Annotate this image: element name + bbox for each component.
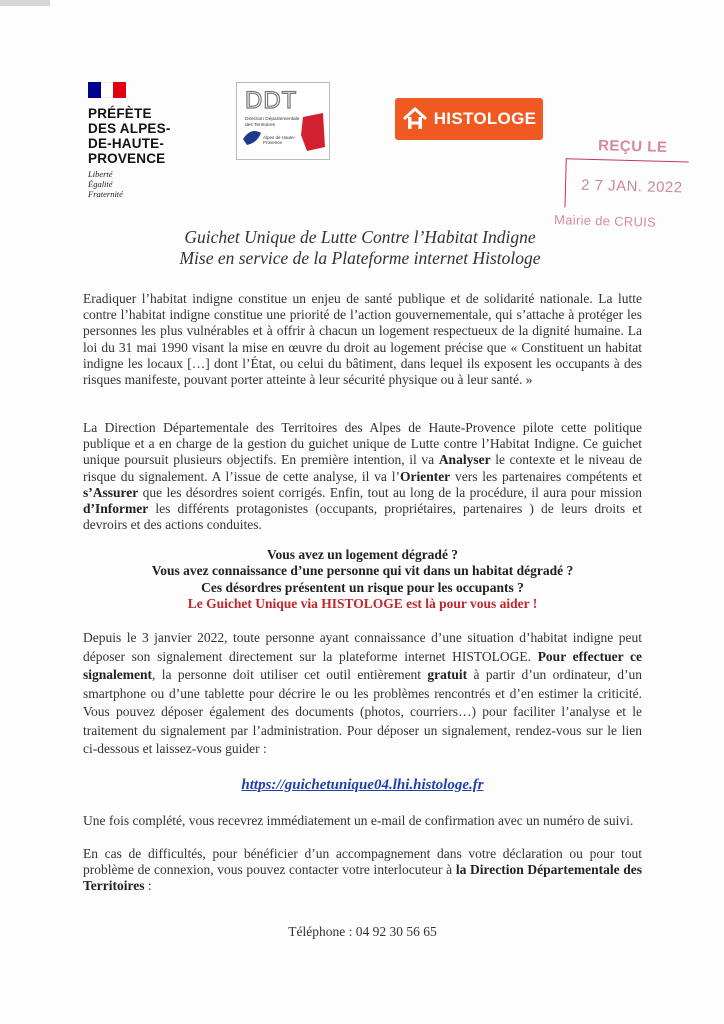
prefecture-logo — [88, 82, 198, 199]
phone-number: Téléphone : 04 92 30 56 65 — [288, 924, 437, 939]
title-line-2: Mise en service de la Plateforme internet Histologe — [179, 248, 541, 268]
french-flag-icon — [88, 82, 126, 98]
prefecture-name: PRÉFÈTE DES ALPES- DE-HAUTE- PROVENCE — [88, 106, 171, 166]
stamp-footer: Mairie de CRUIS — [553, 212, 657, 230]
histologe-link[interactable]: https://guichetunique04.lhi.histologe.fr — [241, 777, 484, 793]
republic-motto: Liberté Égalité Fraternité — [88, 169, 123, 199]
question-2: Vous avez connaissance d’une personne qui vit dans un habitat dégradé ? — [151, 563, 574, 579]
title-line-1: Guichet Unique de Lutte Contre l’Habitat Indigne — [184, 227, 536, 247]
question-1: Vous avez un logement dégradé ? — [266, 547, 459, 562]
contact-paragraph: En cas de difficultés, pour bénéficier d’un accompagnement dans votre déclaration ou pour tout problème de connexion, vous pouvez contacter votre interlocuteur à la Direction Départementale des Territoires : — [83, 846, 642, 894]
histologe-logo — [395, 98, 543, 140]
questions-callout — [83, 547, 642, 612]
ddt-mission-paragraph: La Direction Départementale des Territoires des Alpes de Haute-Provence pilote cette politique publique et a en charge de la gestion du guichet unique de Lutte contre l’Habitat Indigne. Ce guichet unique poursuit plusieurs objectifs. En première intention, il va Analyser le contexte et le niveau de risque du signalement. A l’issue de cette analyse, il va l’Orienter vers les partenaires compétents et s’Assurer que les désordres soient corrigés. Enfin, tout au long de la procédure, il aura pour mission d’Informer les différents protagonistes (occupants, propriétaires, partenaires ) de leurs droits et devroirs et des actions conduites. — [83, 420, 642, 533]
ddt-region: Alpes de Haute-Provence — [263, 135, 296, 146]
confirmation-paragraph: Une fois complété, vous recevrez immédiatement un e-mail de confirmation avec un numéro de suivi. — [83, 813, 634, 828]
ddt-acronym: DDT — [245, 87, 298, 114]
ddt-logo — [236, 82, 330, 160]
house-h-icon — [402, 107, 428, 131]
link-container — [83, 776, 642, 794]
callout-answer: Le Guichet Unique via HISTOLOGE est là pour vous aider ! — [187, 595, 538, 611]
question-3: Ces désordres présentent un risque pour les occupants ? — [201, 579, 524, 595]
alps-map-icon — [237, 83, 329, 159]
stamp-date: 2 7 JAN. 2022 — [580, 176, 683, 197]
stamp-header: REÇU LE — [597, 137, 668, 156]
intro-paragraph: Eradiquer l’habitat indigne constitue un enjeu de santé publique et de solidarité nationale. La lutte contre l’habitat indigne constitue une priorité de l’action gouvernementale, qui s’attache à protéger les personnes les plus vulnérables et à offrir à chacun un logement respectueux de la dignité humaine. La loi du 31 mai 1990 visant la mise en œuvre du droit au logement précise que « Constituent un habitat indigne les locaux […] dont l’État, ou celui du bâtiment, dans lequel ils exposent les occupants à des risques manifeste, pouvant porter atteinte à leur sécurité physique ou à leur santé. » — [83, 291, 642, 388]
histologe-wordmark: HISTOLOGE — [433, 109, 537, 128]
platform-paragraph: Depuis le 3 janvier 2022, toute personne ayant connaissance d’une situation d’habitat indigne peut déposer son signalement directement sur la plateforme internet HISTOLOGE. Pour effectuer ce signalement, la personne doit utiliser cet outil entièrement gratuit à partir d’un ordinateur, d’un smartphone ou d’une tablette pour décrire le ou les problèmes rencontrés et d’en estimer la criticité. Vous pouvez déposer également des documents (photos, courriers…) pour faciliter l’analyse et le traitement du signalement par l’administration. Pour déposer un signalement, rendez-vous sur le lien ci-dessous et laissez-vous guider : — [83, 630, 643, 756]
ddt-subtitle: Direction Départementale des Territoires — [245, 117, 300, 128]
scan-artifact — [0, 0, 50, 6]
document-title — [110, 227, 610, 269]
received-stamp — [554, 136, 707, 240]
